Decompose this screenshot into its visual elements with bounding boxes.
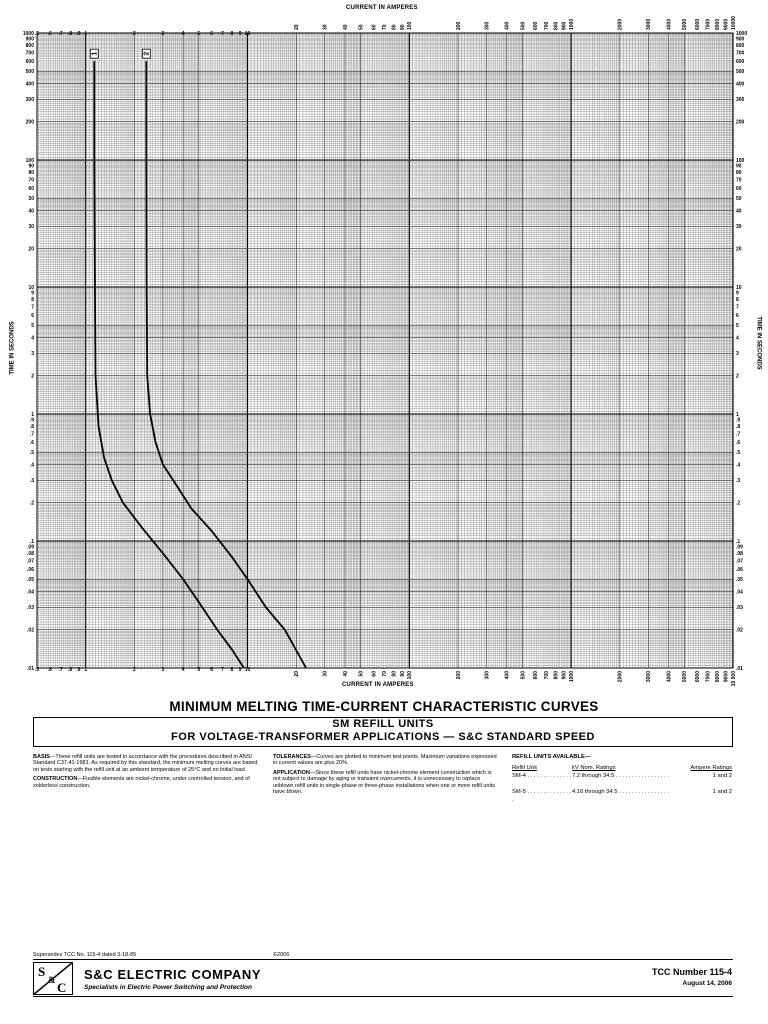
x-tick-label: 7000 [705,18,712,30]
y-tick-label: .05 [27,577,34,584]
y-tick-label: 2 [736,373,739,380]
y-tick-label: .09 [736,544,743,551]
y-tick-label: 60 [736,185,742,192]
x-tick-label: 60 [371,24,378,30]
y-tick-label: 300 [736,97,745,104]
y-tick-label: .08 [736,551,743,558]
y-tick-label: 9 [31,290,34,297]
y-tick-label: .2 [736,500,741,507]
y-tick-label: .7 [736,431,741,438]
y-tick-label: 70 [28,177,34,184]
y-tick-label: .1 [29,538,34,545]
y-tick-label: .6 [736,439,741,446]
curve-2 [146,61,306,668]
y-tick-label: 9 [736,290,739,297]
x-tick-label: 7 [221,667,224,673]
y-tick-label: 500 [25,69,34,76]
refill-units-heading: REFILL UNITS AVAILABLE— [512,754,591,760]
y-tick-label: .04 [736,589,743,596]
y-tick-label: .07 [27,558,34,565]
x-tick-label: 40 [342,24,349,30]
x-tick-label: 6 [210,31,214,37]
x-axis-title-bottom: CURRENT IN AMPERES [342,682,414,688]
x-axis-title-top: CURRENT IN AMPERES [346,5,418,11]
subtitle-line-1: SM REFILL UNITS [332,718,434,730]
y-tick-label: 700 [736,50,745,57]
y-tick-label: .01 [736,665,743,672]
y-tick-label: 1 [31,411,34,418]
x-tick-label: 20 [294,671,301,677]
tcc-date: August 14, 2006 [682,980,732,987]
application-label: APPLICATION [273,769,310,776]
main-title: MINIMUM MELTING TIME-CURRENT CHARACTERISTIC CURVES [169,699,599,714]
y-axis-title-right: TIME IN SECONDS [755,316,762,370]
x-tick-label: .8 [67,667,73,673]
y-tick-label: 400 [25,81,34,88]
y-tick-label: 10 [736,284,742,291]
x-tick-label: 8000 [715,671,722,683]
x-tick-label: 50 [358,24,365,30]
y-tick-labels-right [736,31,747,672]
y-tick-label: .02 [27,627,34,634]
y-tick-label: 600 [736,58,745,65]
footer-divider [33,959,733,960]
kv-rating-cell: 7.2 through 34.5 . . . . . . . . . . . . . . . . . [572,773,669,779]
x-tick-label: 10 [244,31,251,37]
y-tick-label: .9 [29,417,34,424]
col-kv-ratings: kV Nom. Ratings [572,765,616,771]
x-tick-label: 40 [342,671,349,677]
x-tick-label: 3 [161,667,165,673]
y-tick-label: 3 [31,351,34,358]
y-tick-label: 1000 [22,30,34,37]
x-tick-label: 8000 [715,18,722,30]
x-tick-label: 30 [322,671,329,677]
x-tick-label: 800 [553,671,560,680]
x-tick-label: 300 [484,21,491,30]
x-tick-label: 600 [533,21,540,30]
y-tick-label: 10 [28,284,34,291]
y-tick-label: 900 [736,36,745,43]
tcc-number: TCC Number 115-4 [651,967,732,977]
supersedes-note: Supersedes TCC No. 115-4 dated 3-18-85 [33,952,137,958]
x-tick-label: 70 [382,671,389,677]
y-tick-label: 70 [736,177,742,184]
y-tick-label: 100 [25,157,34,164]
svg-text:C: C [57,980,67,995]
y-tick-label: 90 [736,163,742,170]
y-tick-label: 50 [736,196,742,203]
company-logo [33,962,73,995]
grid-lines [34,31,733,668]
table-row [512,788,732,804]
x-tick-label: 9000 [723,671,730,683]
x-tick-label: 3000 [646,671,653,683]
x-tick-label: 90 [399,671,406,677]
y-tick-label: .06 [736,566,743,573]
x-tick-label: .5 [34,31,40,37]
basis-text: —These refill units are tested in accordance with the procedures described in ANSI Standard C37.41-1981. As required by this standard, the minimum melting curves are based on tests starting with the refill unit at an ambient temperature of 25°C and no initial load. [33,754,258,773]
x-tick-label: 1000 [568,18,575,30]
construction-label: CONSTRUCTION [33,776,78,783]
x-tick-label: 900 [561,21,568,30]
x-tick-label: .9 [76,667,81,673]
y-tick-label: 80 [736,170,742,177]
x-tick-label: 5 [197,31,201,37]
x-tick-label: 4000 [666,18,673,30]
y-tick-label: 6 [31,312,34,319]
x-tick-label: 10000 [730,16,737,30]
y-tick-label: .7 [29,431,34,438]
refill-unit-cell: SM-4 . . . . . . . . . . . . . . . [512,773,571,787]
y-tick-label: .01 [27,665,34,672]
y-tick-label: .5 [29,450,34,457]
x-tick-label: 5000 [682,671,689,683]
x-tick-label: .5 [34,667,40,673]
x-tick-label: 300 [484,671,491,680]
y-tick-label: .08 [27,551,34,558]
x-tick-label: 6000 [694,18,701,30]
x-tick-label: 600 [533,671,540,680]
y-tick-label: 30 [28,224,34,231]
refill-unit-cell: SM-5 . . . . . . . . . . . . . . . [512,789,571,803]
y-tick-label: .3 [29,478,34,485]
y-tick-label: .07 [736,558,743,565]
y-tick-label: 7 [31,304,34,311]
x-tick-label: 8 [230,667,234,673]
x-tick-label: 7 [221,31,224,37]
x-tick-label: 9000 [723,18,730,30]
notes-column-1 [33,754,258,792]
x-tick-label: 5 [197,667,201,673]
y-tick-label: 80 [28,170,34,177]
x-tick-label: 50 [358,671,365,677]
y-tick-label: 800 [25,43,34,50]
y-tick-label: 40 [736,208,742,215]
y-tick-label: .03 [27,605,34,612]
y-tick-label: 90 [28,163,34,170]
x-tick-label: 900 [561,671,568,680]
x-tick-label: 90 [399,24,406,30]
x-tick-label: 200 [455,21,462,30]
y-tick-label: 1 [736,411,739,418]
y-tick-label: 1000 [736,30,748,37]
y-tick-label: 3 [736,351,739,358]
x-tick-label: 1 [84,667,88,673]
ampere-rating-cell: 1 and 2 [712,789,732,795]
kv-rating-cell: 4.16 through 34.5 . . . . . . . . . . . . . . . . [572,789,669,795]
x-tick-label: 80 [391,671,398,677]
x-tick-label: 1 [84,31,88,37]
x-tick-label: 9 [238,31,242,37]
x-tick-label: 10 [244,667,251,673]
x-tick-label: 20 [294,24,301,30]
tolerances-note [273,754,498,767]
y-tick-label: .04 [27,589,34,596]
x-tick-label: 500 [520,21,527,30]
y-tick-label: 7 [736,304,739,311]
y-tick-label: 5 [736,323,739,330]
x-tick-label: 7000 [705,671,712,683]
subtitle-box [33,717,733,747]
y-tick-label: 700 [25,50,34,57]
company-name: S&C ELECTRIC COMPANY [84,967,262,982]
y-tick-label: 40 [28,208,34,215]
x-tick-label: 3 [161,31,165,37]
x-tick-label: 2 [133,667,136,673]
x-tick-label: 2000 [617,18,624,30]
basis-label: BASIS [33,754,50,760]
x-tick-label: 3000 [646,18,653,30]
y-tick-label: .8 [736,424,741,431]
basis-note [33,754,258,773]
y-tick-label: 600 [25,58,34,65]
y-tick-label: 8 [31,297,34,304]
y-tick-label: 400 [736,81,745,88]
y-tick-labels-left [23,31,34,672]
x-tick-label: 10 000 [730,671,737,687]
y-tick-label: 5 [31,323,34,330]
y-tick-label: 50 [28,196,34,203]
y-axis-title-left: TIME IN SECONDS [9,321,16,375]
y-tick-label: .4 [29,462,34,469]
subtitle-line-2: FOR VOLTAGE-TRANSFORMER APPLICATIONS — S&C STANDARD SPEED [171,731,595,743]
application-text: —Since these refill units have nickel-chrome element construction which is not subject to damage by aging or transient overcurrents, it is unnecessary to replace unblown refill units in single-phase or three-phase installations when one or more refill units have blown. [273,769,495,796]
y-tick-label: .2 [29,500,34,507]
y-tick-label: .03 [736,605,743,612]
x-tick-label: .8 [67,31,73,37]
x-tick-label: 100 [407,21,414,30]
y-tick-label: .6 [29,439,34,446]
y-tick-label: 8 [736,297,739,304]
y-tick-label: 200 [736,119,745,126]
x-tick-label: 2 [133,31,136,37]
y-tick-label: .8 [29,424,34,431]
x-tick-label: 200 [455,671,462,680]
x-tick-label: 6 [210,667,214,673]
application-note [273,770,498,796]
x-tick-label: .7 [58,667,63,673]
y-tick-label: .06 [27,566,34,573]
refill-units-table [512,754,732,804]
x-tick-label: 4000 [666,671,673,683]
ampere-rating-cell: 1 and 2 [712,773,732,779]
refill-units-header-row [512,764,732,772]
x-tick-label: 60 [371,671,378,677]
x-tick-label: 5000 [682,18,689,30]
y-tick-label: .09 [27,544,34,551]
y-tick-label: 30 [736,224,742,231]
y-tick-label: 900 [25,36,34,43]
x-tick-label: 4 [181,31,185,37]
y-tick-label: 20 [736,246,742,253]
x-tick-label: 6000 [694,671,701,683]
curve-label: 2 [143,51,151,56]
y-tick-label: 500 [736,69,745,76]
x-tick-label: 400 [504,21,511,30]
svg-text:S: S [38,964,46,979]
x-tick-label: 100 [407,671,414,680]
construction-text: —Fusible elements are nickel-chrome, under controlled tension, and of solderless construction. [33,776,250,789]
x-tick-label: 400 [504,671,511,680]
company-tagline: Specialists in Electric Power Switching and Protection [84,984,252,991]
tolerances-label: TOLERANCES [273,754,311,760]
x-tick-label: 70 [382,24,389,30]
x-tick-label: .6 [47,667,52,673]
x-tick-label: 9 [238,667,242,673]
tolerances-text: —Curves are plotted to minimum test points. Maximum variations expressed in current values are plus 20%. [273,754,497,767]
x-tick-label: 500 [520,671,527,680]
x-tick-label: 80 [391,24,398,30]
y-tick-label: 4 [736,335,739,342]
x-tick-label: 1000 [568,671,575,683]
y-tick-label: .5 [736,450,741,457]
x-tick-label: 700 [543,671,550,680]
y-tick-label: 800 [736,43,745,50]
col-refill-unit: Refill Unit [512,765,537,771]
x-tick-label: 8 [230,31,234,37]
y-tick-label: .9 [736,417,741,424]
y-tick-label: .4 [736,462,741,469]
notes-column-2 [273,754,498,798]
x-tick-label: .6 [47,31,52,37]
x-tick-label: 2000 [617,671,624,683]
footer-bottom-rule [33,996,733,997]
x-tick-label: 4 [181,667,185,673]
y-tick-label: 300 [25,97,34,104]
x-tick-label: .7 [58,31,63,37]
y-tick-label: .02 [736,627,743,634]
construction-note [33,776,258,789]
y-tick-label: .3 [736,478,741,485]
y-tick-label: .1 [736,538,741,545]
copyright: ©2006 [273,952,290,958]
x-tick-label: 30 [322,24,329,30]
y-tick-label: 2 [31,373,34,380]
y-tick-label: 60 [28,185,34,192]
col-ampere-ratings: Ampere Ratings [690,765,732,771]
plot-border [34,31,733,668]
y-tick-label: 6 [736,312,739,319]
x-tick-labels-top [35,16,737,37]
y-tick-label: 200 [25,119,34,126]
x-tick-label: 700 [543,21,550,30]
y-tick-label: 100 [736,157,745,164]
svg-text:&: & [48,975,56,985]
y-tick-label: 20 [28,246,34,253]
y-tick-label: 4 [31,335,34,342]
x-tick-label: .9 [76,31,81,37]
table-row [512,772,732,788]
y-tick-label: .05 [736,577,743,584]
x-tick-label: 800 [553,21,560,30]
curve-label: 1 [91,51,99,56]
